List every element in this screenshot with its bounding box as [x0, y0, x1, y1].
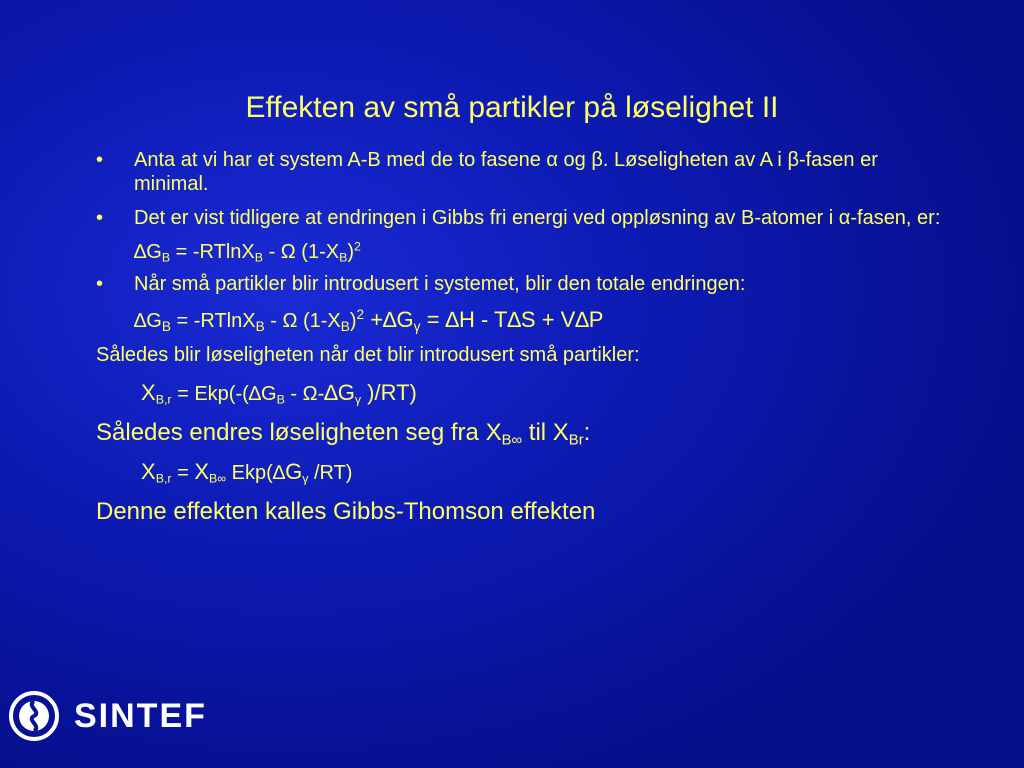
formula-4: [96, 458, 956, 487]
delta-symbol: ∆: [248, 383, 262, 405]
text-gibbs-thomson: Denne effekten kalles Gibbs-Thomson effekten: [96, 498, 596, 525]
formula-text: Ekp(: [226, 462, 273, 484]
subscript: γ: [302, 471, 309, 486]
subscript: B: [161, 319, 171, 335]
subscript: γ: [354, 392, 362, 407]
slide-content: [96, 148, 956, 537]
bullet-1-text-c: -fasen er minimal.: [134, 149, 878, 195]
formula-text: =: [171, 462, 195, 484]
formula-text: -: [317, 383, 325, 405]
formula-text: ): [349, 310, 357, 332]
subscript: B: [255, 319, 265, 335]
omega-symbol: Ω: [302, 383, 318, 405]
formula-text: (1-X: [297, 310, 341, 332]
formula-text: X: [141, 459, 156, 484]
formula-text: G: [285, 459, 303, 484]
superscript: 2: [356, 306, 365, 322]
formula-text: = -RTlnX: [170, 310, 256, 332]
subscript: B: [254, 250, 264, 265]
formula-text: G: [146, 310, 162, 332]
text-part: :: [583, 419, 591, 446]
formula-text: G: [261, 383, 277, 405]
formula-text: -: [284, 383, 303, 405]
bullet-dot: •: [96, 207, 104, 229]
bullet-3: [96, 272, 956, 296]
omega-symbol: Ω: [282, 310, 298, 332]
formula-text: X: [141, 380, 156, 405]
subscript: B∞: [209, 471, 227, 486]
formula-text: G: [337, 380, 355, 405]
bullet-1-text-a: Anta at vi har et system A-B med de to fasene α og: [134, 149, 592, 171]
logo-text: SINTEF: [74, 696, 207, 735]
subscript: γ: [413, 319, 421, 335]
formula-3: [96, 379, 956, 408]
bullet-1-text-b: . Løseligheten av A i: [602, 149, 788, 171]
bullet-2: [96, 206, 956, 230]
formula-text: (1-X: [295, 241, 340, 263]
formula-text: /RT): [308, 462, 353, 484]
formula-text: -: [264, 310, 283, 332]
bullet-2-text: Det er vist tidligere at endringen i Gibbs fri energi ved oppløsning av B-atomer i α-fasen, er:: [134, 207, 941, 229]
text-part: til X: [522, 419, 569, 446]
subscript: Br: [568, 432, 584, 449]
formula-text: = -RTlnX: [170, 241, 255, 263]
subscript: B: [340, 319, 350, 335]
formula-text: G: [146, 241, 162, 263]
delta-symbol: ∆: [324, 380, 338, 405]
formula-text: X: [194, 459, 210, 484]
text-part: Således endres løseligheten seg fra X: [96, 419, 502, 446]
sintef-logo: [8, 688, 207, 744]
bullet-3-text: Når små partikler blir introdusert i systemet, blir den totale endringen:: [134, 273, 746, 295]
formula-text: ): [347, 241, 355, 263]
delta-symbol: ∆: [134, 241, 147, 263]
formula-text: +∆G: [364, 307, 414, 332]
bullet-dot: •: [96, 149, 104, 171]
sintef-logo-icon: [8, 690, 60, 742]
formula-text: = Ekp(-(: [171, 383, 249, 405]
subscript: B,r: [155, 471, 172, 486]
text-saledes-2: [96, 418, 956, 448]
omega-symbol: Ω: [280, 241, 296, 263]
formula-text: = ∆H - T∆S + V∆P: [420, 307, 604, 332]
delta-symbol: ∆: [134, 310, 147, 332]
formula-1: [96, 240, 956, 264]
subscript: B∞: [501, 432, 523, 449]
formula-text: -: [263, 241, 281, 263]
subscript: B: [276, 392, 285, 407]
superscript: 2: [354, 239, 361, 254]
bullet-1: [96, 148, 956, 196]
beta-symbol: β: [591, 149, 603, 171]
slide-title: Effekten av små partikler på løselighet II: [245, 91, 779, 124]
delta-symbol: ∆: [272, 462, 286, 484]
bullet-dot: •: [96, 273, 104, 295]
text-saledes-1: Således blir løseligheten når det blir introdusert små partikler:: [96, 344, 640, 366]
subscript: B,r: [155, 392, 172, 407]
subscript: B: [161, 250, 171, 265]
formula-text: )/RT): [361, 380, 417, 405]
beta-symbol: β: [787, 149, 799, 171]
formula-2: [96, 306, 956, 335]
subscript: B: [339, 250, 348, 265]
